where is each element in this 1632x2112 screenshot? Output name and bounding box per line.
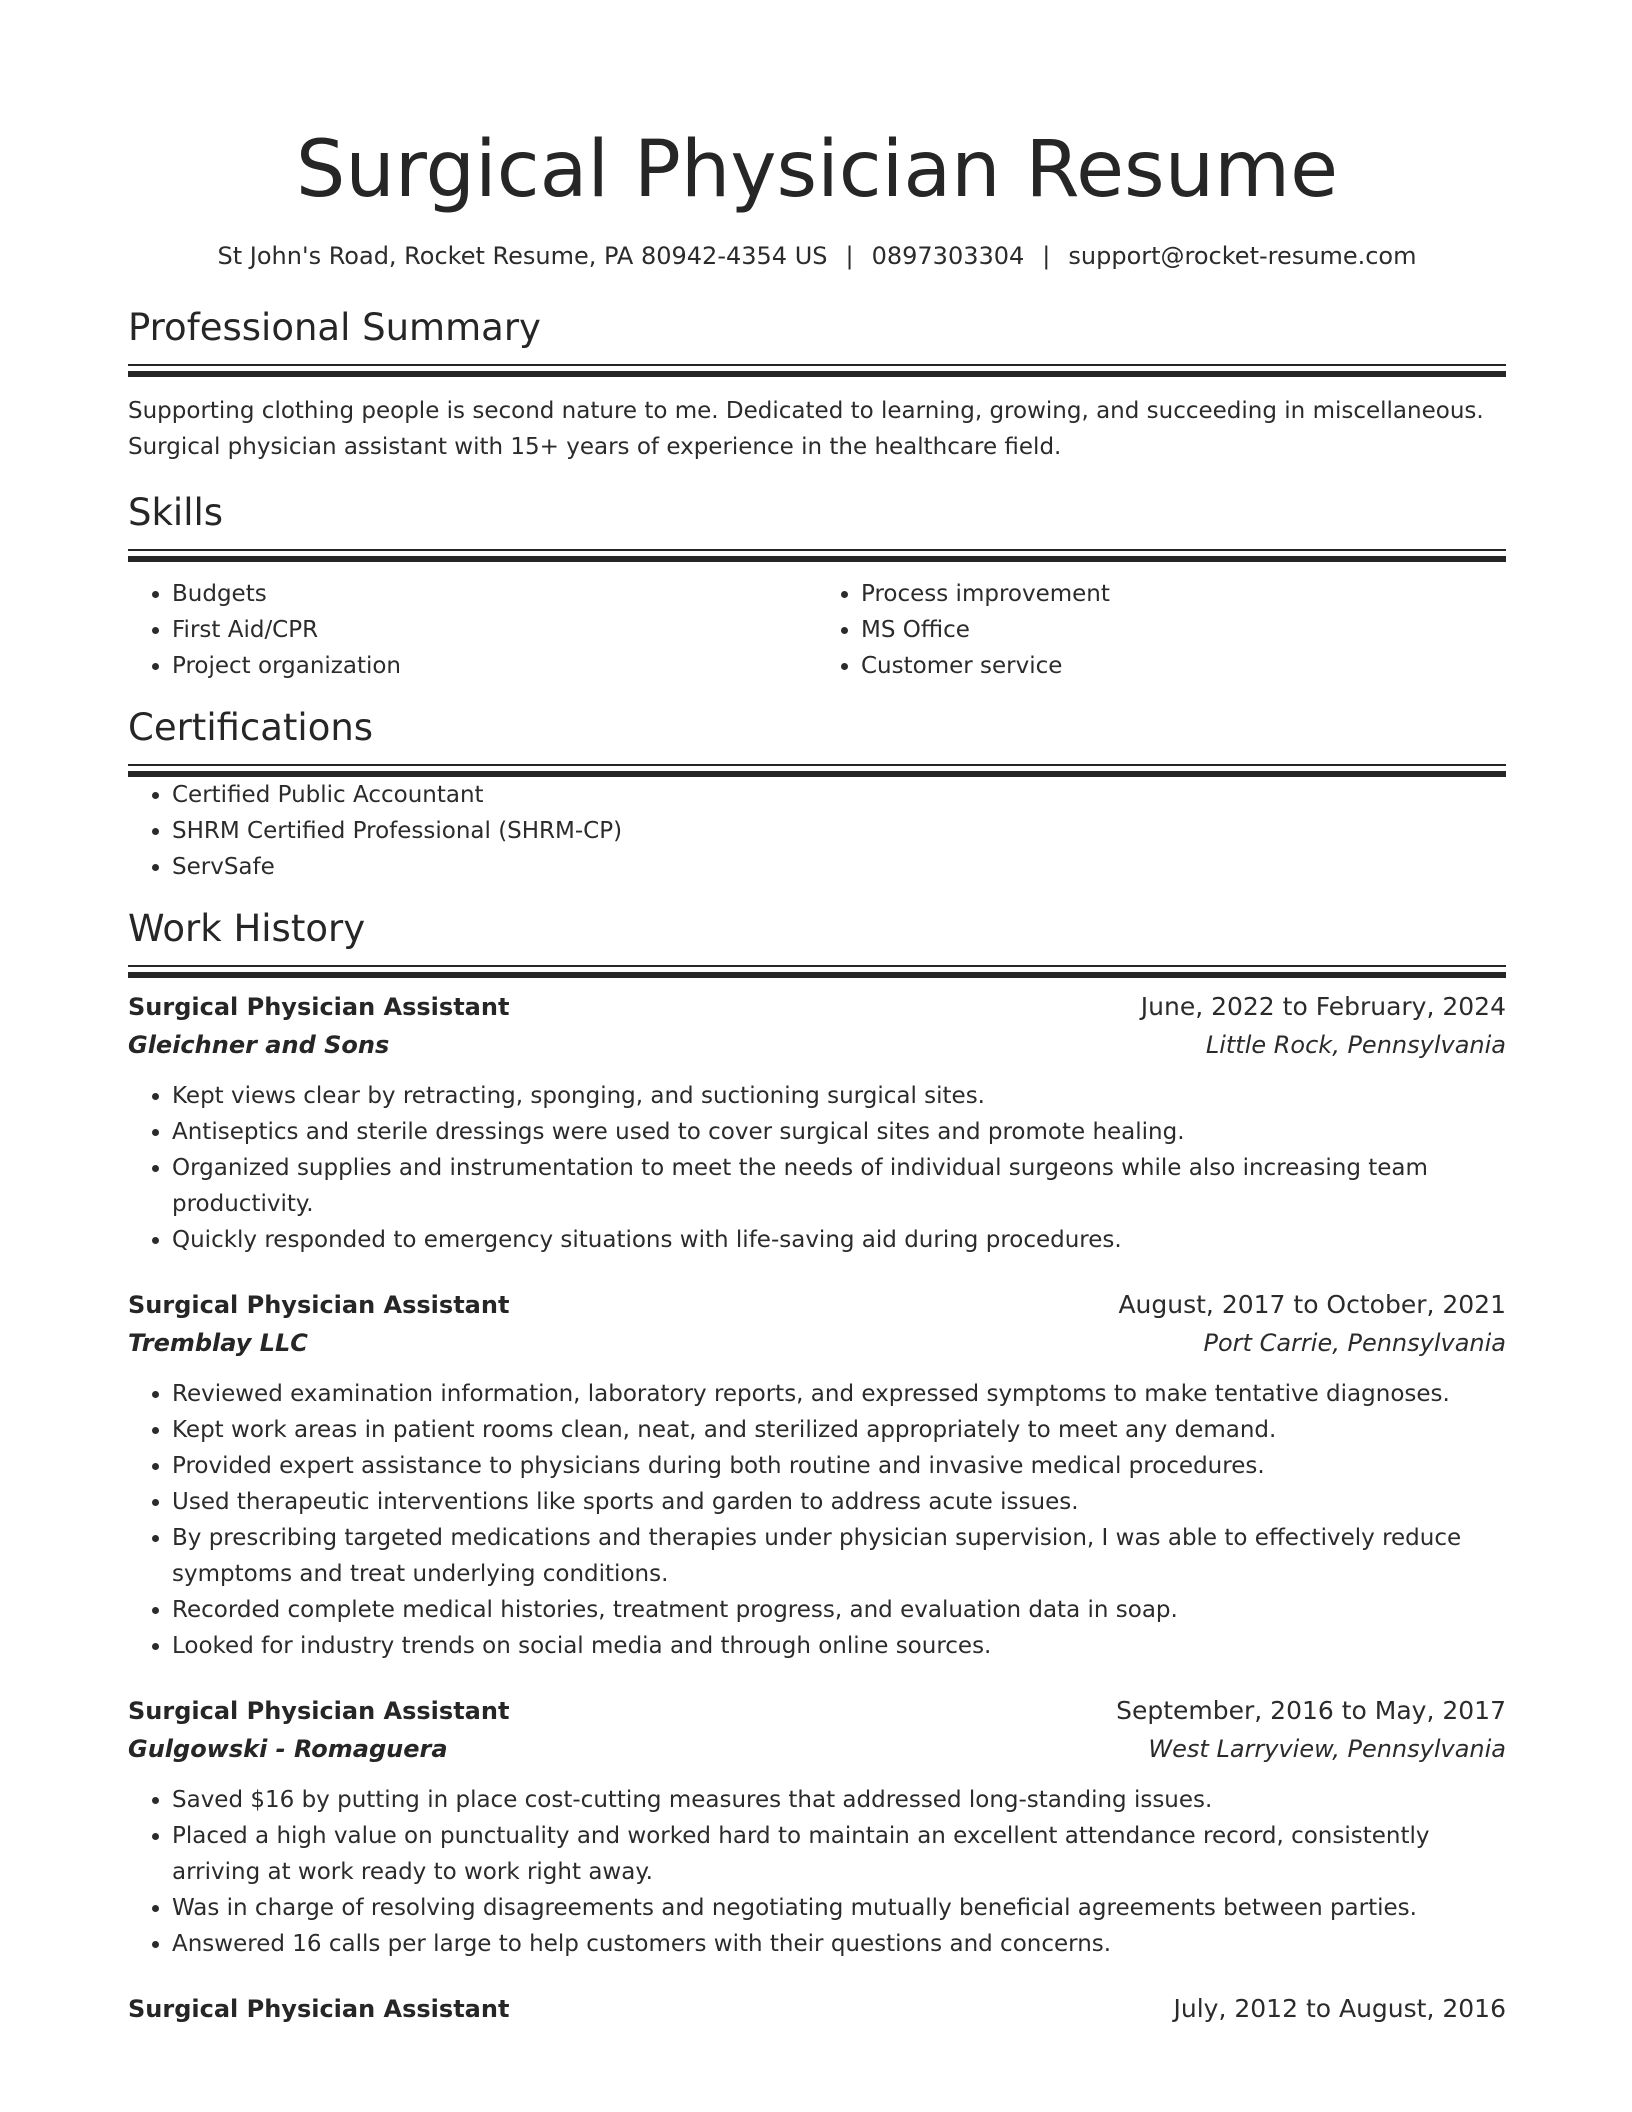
certification-item: • ServSafe	[172, 849, 1506, 885]
job-title: Surgical Physician Assistant	[128, 993, 510, 1021]
certifications-heading: Certifications	[128, 706, 374, 749]
job-duty: • Kept work areas in patient rooms clean, neat, and sterilized appropriately to meet any demand.	[172, 1412, 1506, 1448]
job-title: Surgical Physician Assistant	[128, 1291, 510, 1319]
job-header	[128, 1286, 1506, 1324]
section-divider	[128, 364, 1506, 377]
job-duty: • Was in charge of resolving disagreements and negotiating mutually beneficial agreements between parties.	[172, 1890, 1506, 1926]
job-duty: • Answered 16 calls per large to help customers with their questions and concerns.	[172, 1926, 1506, 1962]
job-location: West Larryview, Pennsylvania	[1148, 1735, 1506, 1763]
skills-columns	[128, 576, 1506, 684]
job-entry	[128, 1286, 1506, 1664]
skills-list-right	[817, 576, 1506, 684]
job-duty: • Reviewed examination information, laboratory reports, and expressed symptoms to make tentative diagnoses.	[172, 1376, 1506, 1412]
skills-heading: Skills	[128, 491, 224, 534]
job-company: Gulgowski - Romaguera	[128, 1735, 448, 1763]
contact-address: St John's Road, Rocket Resume, PA 80942-4354 US	[217, 242, 828, 270]
section-divider	[128, 764, 1506, 777]
job-entry	[128, 988, 1506, 1258]
resume-page	[128, 120, 1506, 2028]
contact-line	[128, 238, 1506, 274]
job-header	[128, 1692, 1506, 1730]
summary-heading: Professional Summary	[128, 306, 541, 349]
job-duty: • Kept views clear by retracting, sponging, and suctioning surgical sites.	[172, 1078, 1506, 1114]
work-history-heading: Work History	[128, 907, 366, 950]
section-divider	[128, 965, 1506, 978]
job-title: Surgical Physician Assistant	[128, 1995, 510, 2023]
job-subheader	[128, 1026, 1506, 1064]
contact-separator: |	[1042, 242, 1051, 270]
skill-item: • Budgets	[172, 576, 817, 612]
summary-text: Supporting clothing people is second nature to me. Dedicated to learning, growing, and succeeding in miscellaneous. Surgical physician assistant with 15+ years of experience in the healthcare field.	[128, 398, 1484, 460]
job-duty: • Saved $16 by putting in place cost-cutting measures that addressed long-standing issues.	[172, 1782, 1506, 1818]
job-duty: • Organized supplies and instrumentation to meet the needs of individual surgeons while also increasing team productivity.	[172, 1150, 1506, 1222]
job-location: Port Carrie, Pennsylvania	[1203, 1329, 1506, 1357]
certification-item: • Certified Public Accountant	[172, 777, 1506, 813]
job-duty: • Antiseptics and sterile dressings were used to cover surgical sites and promote healing.	[172, 1114, 1506, 1150]
job-duty: • Looked for industry trends on social media and through online sources.	[172, 1628, 1506, 1664]
job-duties-list	[128, 1782, 1506, 1962]
job-title: Surgical Physician Assistant	[128, 1697, 510, 1725]
job-company: Gleichner and Sons	[128, 1031, 390, 1059]
resume-name: Surgical Physician Resume	[295, 125, 1339, 215]
summary-section	[128, 304, 1506, 465]
job-header	[128, 1990, 1506, 2028]
job-duty: • Placed a high value on punctuality and worked hard to maintain an excellent attendance record, consistently arriving at work ready to work right away.	[172, 1818, 1506, 1890]
certifications-list	[128, 777, 1506, 885]
skill-item: • Project organization	[172, 648, 817, 684]
section-divider	[128, 549, 1506, 562]
work-history-section	[128, 905, 1506, 2028]
job-duties-list	[128, 1078, 1506, 1258]
job-duties-list	[128, 1376, 1506, 1664]
certification-item: • SHRM Certified Professional (SHRM-CP)	[172, 813, 1506, 849]
skills-section	[128, 489, 1506, 684]
job-entry	[128, 1692, 1506, 1962]
skill-item: • Process improvement	[861, 576, 1506, 612]
job-dates: August, 2017 to October, 2021	[1118, 1290, 1506, 1319]
skill-item: • First Aid/CPR	[172, 612, 817, 648]
certifications-section	[128, 704, 1506, 885]
skill-item: • Customer service	[861, 648, 1506, 684]
contact-email[interactable]: support@rocket-resume.com	[1068, 242, 1417, 270]
job-company: Tremblay LLC	[128, 1329, 308, 1357]
job-dates: June, 2022 to February, 2024	[1140, 992, 1506, 1021]
job-duty: • Quickly responded to emergency situations with life-saving aid during procedures.	[172, 1222, 1506, 1258]
job-entry	[128, 1990, 1506, 2028]
job-subheader	[128, 1324, 1506, 1362]
skills-list-left	[128, 576, 817, 684]
job-header	[128, 988, 1506, 1026]
contact-phone: 0897303304	[871, 242, 1025, 270]
skill-item: • MS Office	[861, 612, 1506, 648]
job-dates: September, 2016 to May, 2017	[1116, 1696, 1506, 1725]
job-duty: • Recorded complete medical histories, treatment progress, and evaluation data in soap.	[172, 1592, 1506, 1628]
job-duty: • Provided expert assistance to physicians during both routine and invasive medical procedures.	[172, 1448, 1506, 1484]
job-dates: July, 2012 to August, 2016	[1173, 1994, 1506, 2023]
job-duty: • By prescribing targeted medications and therapies under physician supervision, I was able to effectively reduce symptoms and treat underlying conditions.	[172, 1520, 1506, 1592]
contact-separator: |	[845, 242, 854, 270]
job-duty: • Used therapeutic interventions like sports and garden to address acute issues.	[172, 1484, 1506, 1520]
job-location: Little Rock, Pennsylvania	[1205, 1031, 1506, 1059]
job-subheader	[128, 1730, 1506, 1768]
